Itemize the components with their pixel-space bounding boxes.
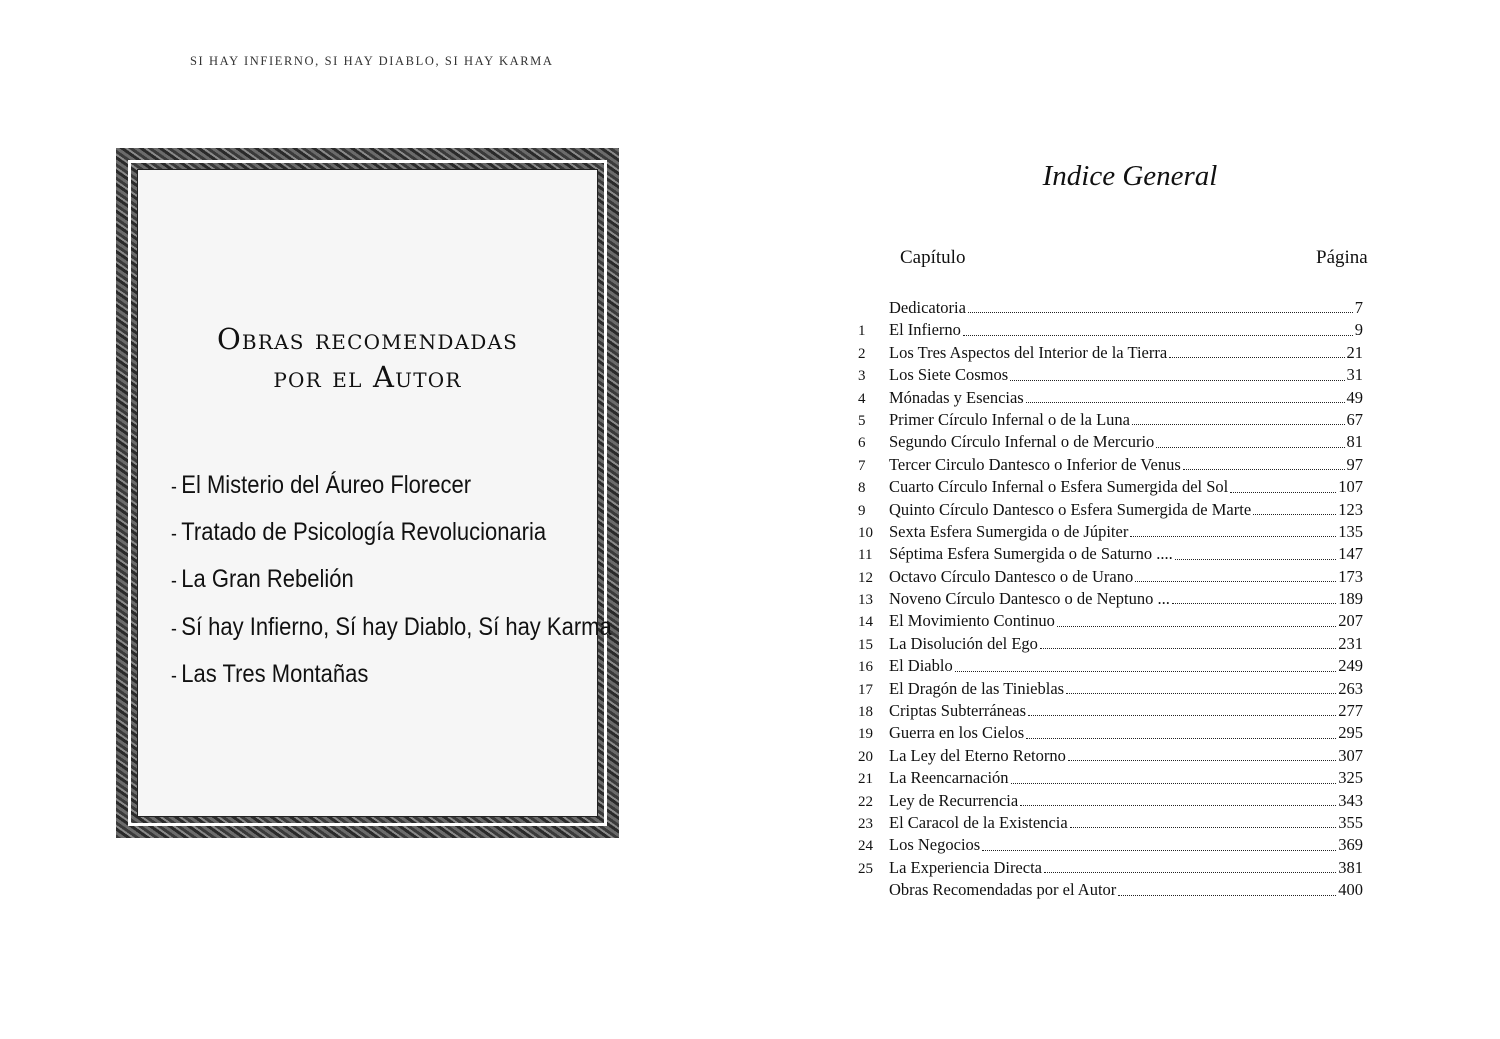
toc-leader-dots — [1010, 379, 1344, 381]
toc-leader-dots — [1026, 401, 1345, 403]
toc-entry-page: 81 — [1346, 432, 1363, 452]
toc-entry-page: 355 — [1338, 812, 1363, 832]
column-header-chapter: Capítulo — [900, 247, 966, 268]
toc-leader-dots — [1130, 535, 1336, 537]
toc-entry-title: Los Siete Cosmos — [889, 365, 1009, 385]
toc-entry — [858, 722, 1363, 744]
toc-entry-title: Criptas Subterráneas — [889, 701, 1027, 721]
running-head: SI HAY INFIERNO, SI HAY DIABLO, SI HAY KARMA — [190, 54, 554, 68]
title-line-1: Obras recomendadas — [216, 322, 519, 356]
toc-leader-dots — [1068, 759, 1336, 761]
toc-entry-title: Mónadas y Esencias — [889, 387, 1024, 407]
toc-entry — [858, 521, 1363, 543]
toc-entry-title: La Disolución del Ego — [889, 633, 1038, 653]
toc-entry-page: 31 — [1346, 365, 1363, 385]
toc-entry-number: 17 — [858, 681, 873, 698]
column-header-page: Página — [1316, 247, 1368, 268]
toc-entry-page: 207 — [1338, 611, 1363, 631]
toc-entry — [858, 319, 1363, 341]
toc-entry-title: Octavo Círculo Dantesco o de Urano — [889, 566, 1134, 586]
frame-paper — [137, 169, 612, 817]
toc-leader-dots — [1040, 647, 1336, 649]
work-item — [171, 462, 612, 509]
toc-entry-title: Primer Círculo Infernal o de la Luna — [889, 409, 1130, 429]
toc-entry-title: Guerra en los Cielos — [889, 723, 1025, 743]
toc-entry — [858, 700, 1363, 722]
toc-entry-page: 249 — [1338, 656, 1363, 676]
toc-leader-dots — [1230, 491, 1336, 493]
index-title: Indice General — [1042, 160, 1218, 192]
toc-entry — [858, 499, 1363, 521]
toc-entry-number: 4 — [858, 390, 866, 407]
toc-entry-page: 9 — [1354, 320, 1363, 340]
toc-entry-number: 21 — [858, 771, 873, 788]
toc-entry-title: Sexta Esfera Sumergida o de Júpiter — [889, 521, 1129, 541]
toc-leader-dots — [1183, 468, 1345, 470]
work-item — [171, 604, 612, 651]
bullet-dash: - — [171, 523, 177, 546]
toc-leader-dots — [1175, 558, 1336, 560]
toc-entry-page: 277 — [1338, 701, 1363, 721]
toc-entry — [858, 745, 1363, 767]
toc-entry — [858, 431, 1363, 453]
work-item — [171, 509, 612, 556]
work-item — [171, 556, 612, 603]
toc-entry-title: Dedicatoria — [889, 298, 966, 317]
toc-leader-dots — [1057, 625, 1336, 627]
toc-entry-page: 67 — [1346, 409, 1363, 429]
toc-entry — [858, 857, 1363, 879]
toc-entry-number: 3 — [858, 368, 866, 385]
toc-entry — [858, 297, 1363, 319]
recommended-works-list — [171, 462, 672, 698]
toc-entry-title: Tercer Circulo Dantesco o Inferior de Venus — [889, 454, 1181, 474]
toc-leader-dots — [1011, 782, 1337, 784]
toc-entry — [858, 678, 1363, 700]
bullet-dash: - — [171, 570, 177, 593]
work-title: El Misterio del Áureo Florecer — [181, 471, 472, 499]
work-title: Sí hay Infierno, Sí hay Diablo, Sí hay Karma — [181, 612, 612, 641]
toc-leader-dots — [1066, 692, 1336, 694]
recommended-works-title — [138, 320, 597, 396]
toc-entry-title: Cuarto Círculo Infernal o Esfera Sumergida del Sol — [889, 477, 1229, 497]
toc-entry-number: 8 — [858, 480, 866, 497]
table-of-contents — [858, 297, 1363, 902]
toc-entry-number: 12 — [858, 569, 873, 586]
toc-entry-number: 7 — [858, 457, 866, 474]
toc-entry-page: 173 — [1338, 566, 1363, 586]
toc-leader-dots — [1253, 513, 1336, 515]
toc-entry — [858, 655, 1363, 677]
toc-entry-page: 369 — [1338, 835, 1363, 855]
toc-entry-page: 325 — [1338, 768, 1363, 788]
toc-entry-page: 49 — [1346, 387, 1363, 407]
toc-entry-page: 231 — [1338, 633, 1363, 653]
toc-entry-number: 24 — [858, 838, 873, 855]
toc-leader-dots — [1026, 737, 1336, 739]
toc-leader-dots — [1135, 580, 1336, 582]
toc-leader-dots — [1028, 714, 1336, 716]
toc-entry-number: 18 — [858, 704, 873, 721]
work-title: Tratado de Psicología Revolucionaria — [181, 518, 547, 547]
toc-entry — [858, 834, 1363, 856]
toc-entry — [858, 588, 1363, 610]
toc-entry-number: 1 — [858, 323, 866, 340]
toc-entry-title: Los Negocios — [889, 835, 981, 855]
toc-entry — [858, 610, 1363, 632]
bullet-dash: - — [171, 476, 177, 498]
toc-leader-dots — [1118, 894, 1336, 896]
work-title: Las Tres Montañas — [181, 659, 369, 688]
toc-leader-dots — [1169, 356, 1344, 358]
toc-entry-page: 147 — [1338, 544, 1363, 564]
toc-leader-dots — [982, 849, 1336, 851]
toc-entry — [858, 633, 1363, 655]
toc-entry-number: 10 — [858, 524, 873, 541]
toc-entry-title: Obras Recomendadas por el Autor — [889, 880, 1117, 900]
toc-entry-page: 97 — [1346, 454, 1363, 474]
toc-entry — [858, 364, 1363, 386]
toc-entry-number: 25 — [858, 860, 873, 877]
toc-leader-dots — [1020, 804, 1336, 806]
toc-entry-number: 2 — [858, 345, 866, 362]
toc-entry-page: 189 — [1338, 589, 1363, 609]
toc-entry-title: Séptima Esfera Sumergida o de Saturno .... — [889, 544, 1173, 564]
bullet-dash: - — [171, 617, 177, 640]
toc-entry-title: Noveno Círculo Dantesco o de Neptuno ... — [889, 589, 1170, 609]
toc-leader-dots — [968, 311, 1353, 313]
toc-entry — [858, 812, 1363, 834]
toc-leader-dots — [955, 670, 1337, 672]
toc-entry-title: El Dragón de las Tinieblas — [889, 678, 1065, 698]
toc-entry — [858, 543, 1363, 565]
toc-entry — [858, 342, 1363, 364]
toc-entry-page: 400 — [1338, 880, 1363, 900]
toc-entry-number: 9 — [858, 502, 866, 519]
work-item — [171, 651, 612, 698]
toc-entry-title: La Ley del Eterno Retorno — [889, 745, 1066, 765]
toc-leader-dots — [1172, 602, 1336, 604]
toc-entry — [858, 767, 1363, 789]
toc-entry-number: 22 — [858, 793, 873, 810]
bullet-dash: - — [171, 664, 177, 687]
recommended-works-frame — [116, 148, 619, 838]
toc-entry — [858, 454, 1363, 476]
toc-entry-number: 20 — [858, 748, 873, 765]
toc-entry — [858, 476, 1363, 498]
toc-entry-page: 123 — [1338, 499, 1363, 519]
toc-entry-title: Ley de Recurrencia — [889, 790, 1019, 810]
toc-leader-dots — [1156, 446, 1344, 448]
toc-entry-number: 14 — [858, 614, 873, 631]
toc-entry-title: Quinto Círculo Dantesco o Esfera Sumergida de Marte — [889, 499, 1252, 519]
toc-leader-dots — [1132, 423, 1345, 425]
toc-entry-number: 15 — [858, 636, 873, 653]
toc-entry-page: 107 — [1338, 477, 1363, 497]
toc-entry-page: 135 — [1338, 521, 1363, 541]
toc-entry-number: 5 — [858, 412, 866, 429]
toc-entry-title: El Movimiento Continuo — [889, 611, 1055, 631]
toc-entry-page: 263 — [1338, 678, 1363, 698]
toc-entry-page: 295 — [1338, 723, 1363, 743]
toc-entry-page: 307 — [1338, 745, 1363, 765]
toc-leader-dots — [963, 334, 1353, 336]
toc-entry-title: El Diablo — [889, 656, 953, 676]
toc-entry-number: 6 — [858, 435, 866, 452]
toc-entry-page: 7 — [1354, 298, 1363, 317]
toc-entry-number: 11 — [858, 547, 873, 564]
toc-entry-title: La Experiencia Directa — [889, 857, 1042, 877]
toc-entry — [858, 879, 1363, 901]
toc-entry — [858, 790, 1363, 812]
toc-entry — [858, 409, 1363, 431]
toc-entry-number: 19 — [858, 726, 873, 743]
toc-entry-title: El Infierno — [889, 320, 961, 340]
toc-entry-title: El Caracol de la Existencia — [889, 812, 1068, 832]
toc-entry — [858, 387, 1363, 409]
toc-entry-title: Los Tres Aspectos del Interior de la Tierra — [889, 342, 1168, 362]
toc-entry-number: 16 — [858, 659, 873, 676]
toc-leader-dots — [1070, 826, 1337, 828]
work-title: La Gran Rebelión — [181, 565, 354, 594]
toc-entry-title: Segundo Círculo Infernal o de Mercurio — [889, 432, 1155, 452]
toc-leader-dots — [1044, 871, 1336, 873]
toc-entry-page: 381 — [1338, 857, 1363, 877]
title-line-2: por el Autor — [273, 360, 462, 394]
toc-entry-number: 23 — [858, 815, 873, 832]
toc-entry-title: La Reencarnación — [889, 768, 1009, 788]
toc-entry-number: 13 — [858, 592, 873, 609]
toc-entry-page: 21 — [1346, 342, 1363, 362]
toc-entry-page: 343 — [1338, 790, 1363, 810]
toc-entry — [858, 566, 1363, 588]
